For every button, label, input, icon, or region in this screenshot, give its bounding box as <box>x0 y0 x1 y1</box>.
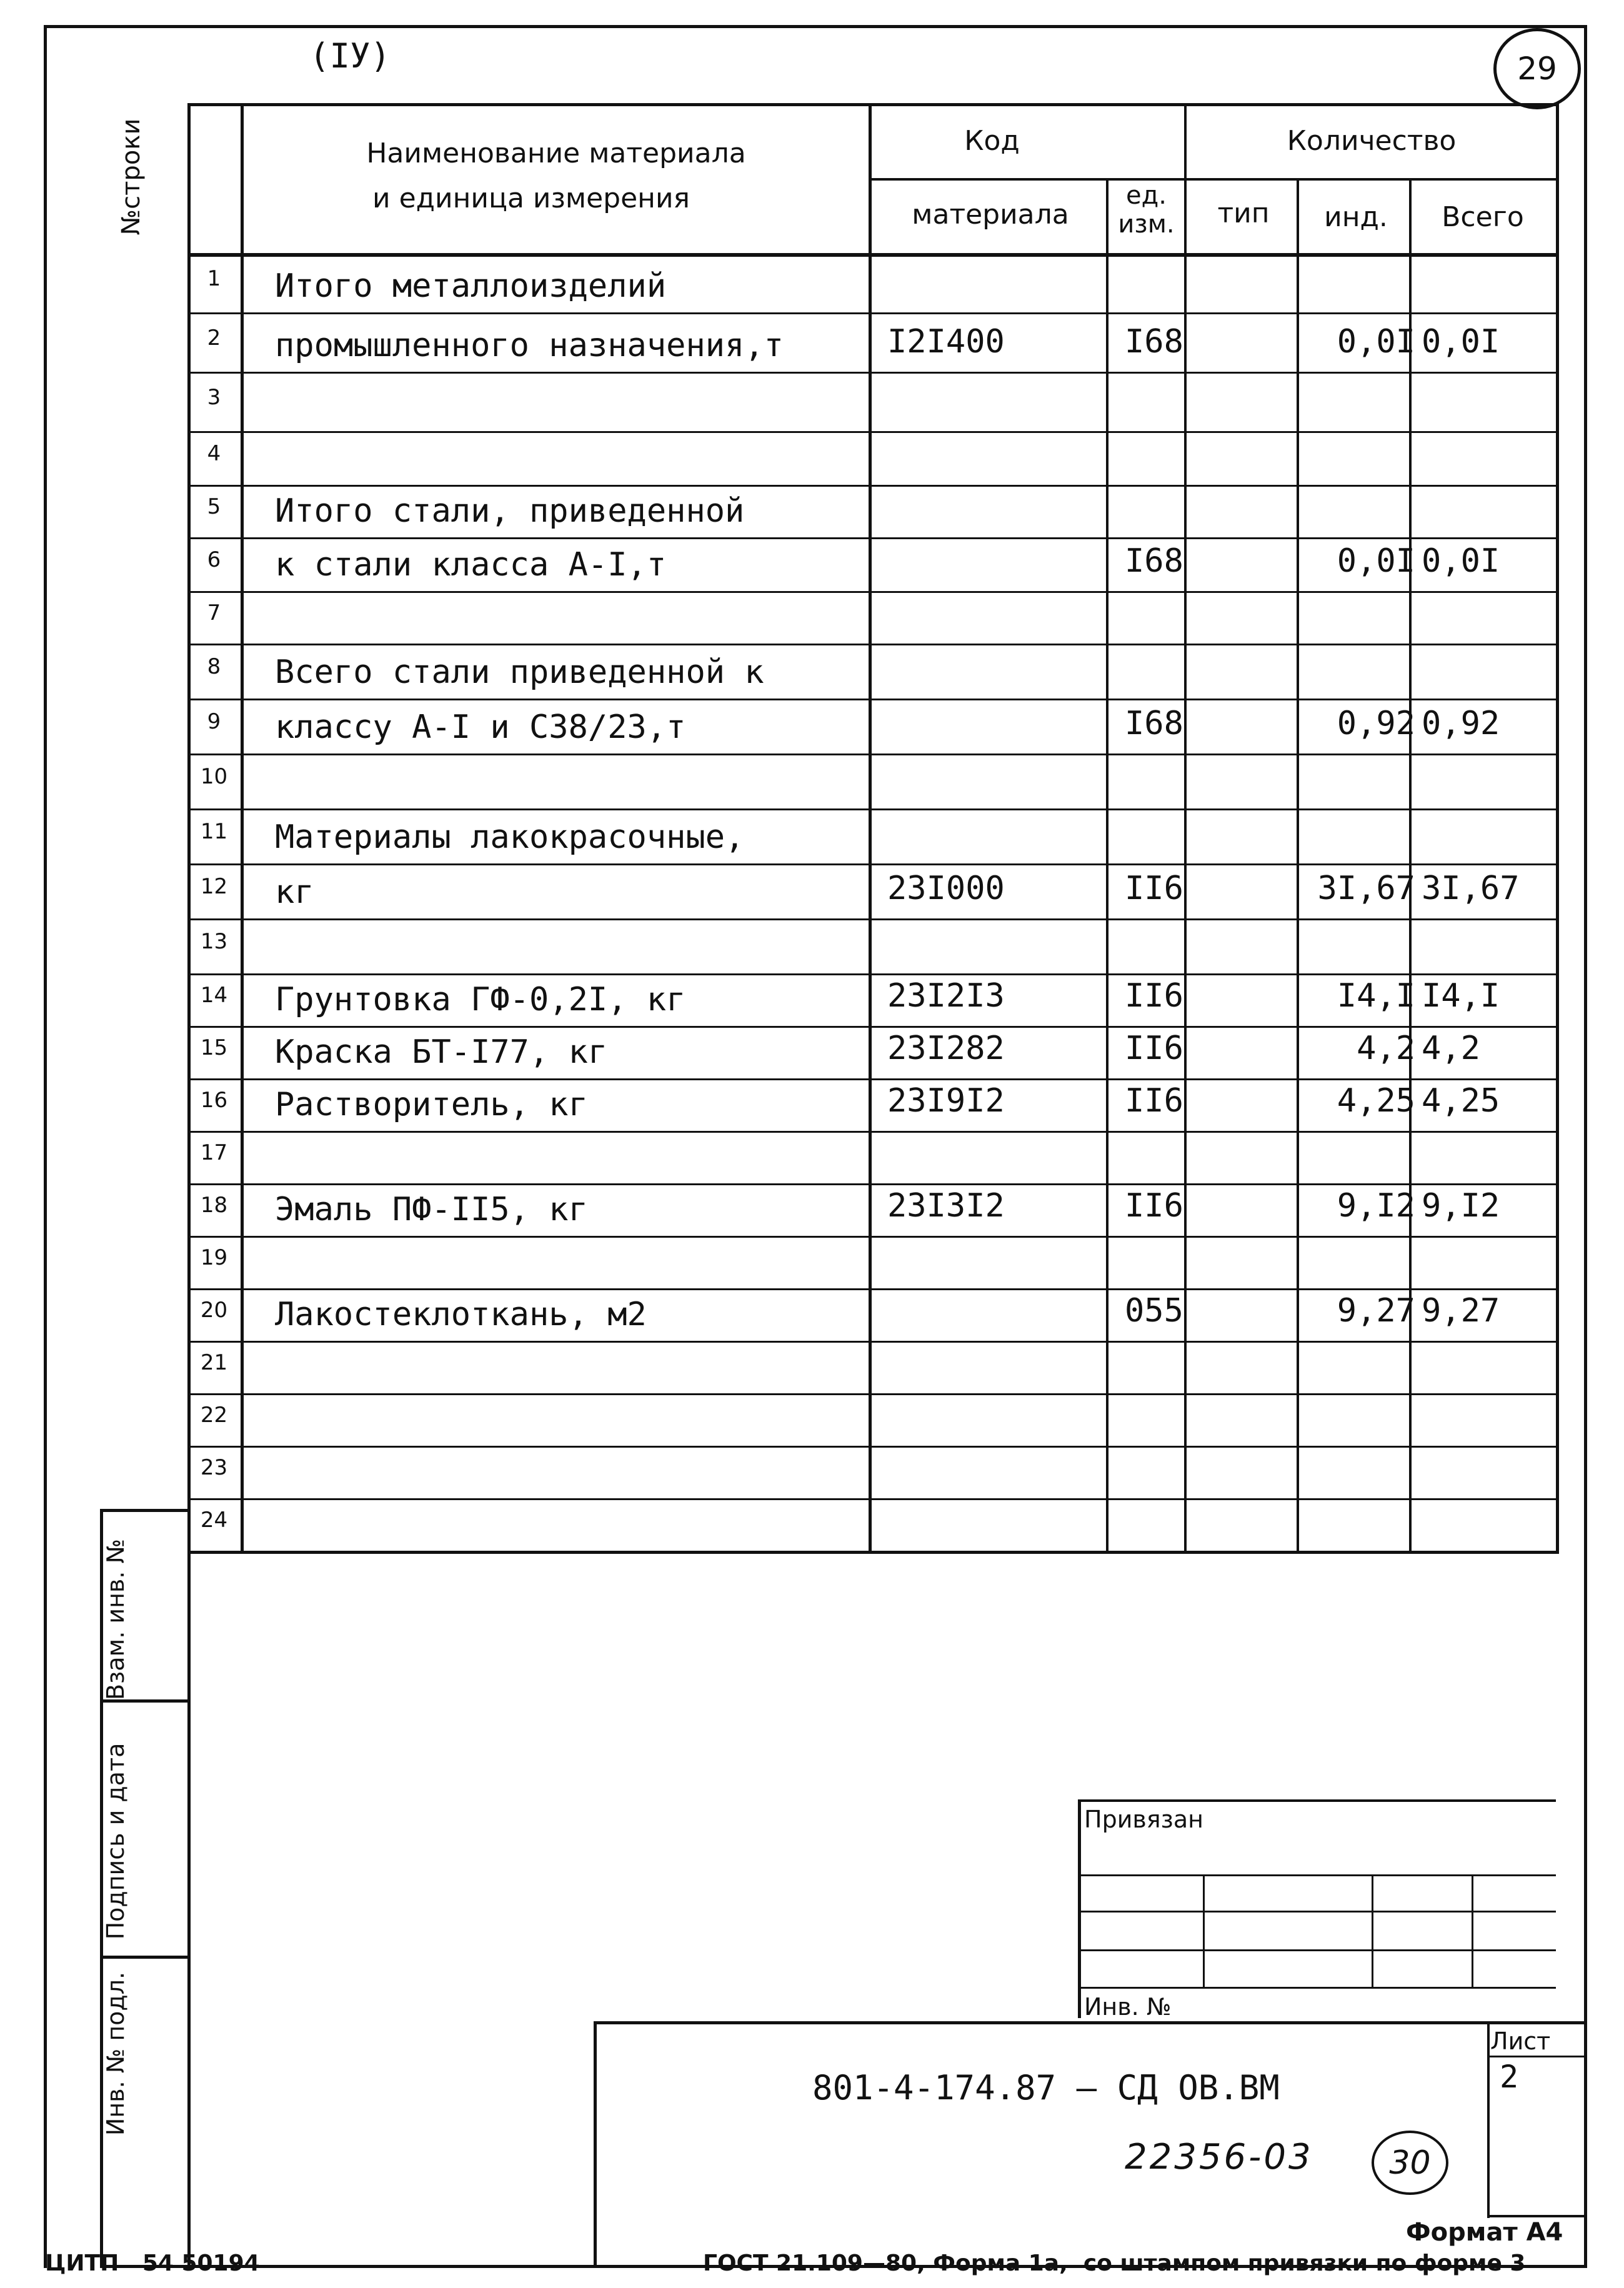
unit-code <box>1125 372 1187 420</box>
row-number: 9 <box>207 709 221 734</box>
header-code-group: Код <box>964 125 1020 157</box>
material-code <box>887 537 1112 580</box>
material-name: кг <box>275 873 314 911</box>
qty-type <box>1190 973 1297 1015</box>
header-qty-type: тип <box>1217 197 1270 229</box>
material-name <box>275 1393 900 1438</box>
title-top-line <box>594 2021 1587 2024</box>
qty-ind <box>1309 754 1415 797</box>
qty-total <box>1422 1498 1556 1539</box>
material-code <box>887 431 1112 474</box>
qty-ind <box>1309 1498 1415 1539</box>
qty-type <box>1190 537 1297 580</box>
qty-total: 9,I2 <box>1422 1187 1500 1225</box>
material-code: 23I3I2 <box>887 1187 1005 1225</box>
header-qty-group: Количество <box>1287 125 1457 157</box>
qty-type <box>1190 1288 1297 1330</box>
header-rows-col: №строки <box>117 118 146 236</box>
col-line-name <box>241 103 244 1551</box>
row-number: 20 <box>200 1298 228 1323</box>
qty-type <box>1190 918 1297 962</box>
material-code: I2I400 <box>887 323 1005 361</box>
unit-code <box>1125 644 1187 687</box>
unit-code <box>1125 1131 1187 1172</box>
material-code <box>887 1393 1112 1435</box>
unit-code <box>1125 1393 1187 1435</box>
table-bottom-line <box>187 1551 1559 1554</box>
qty-ind: 0,92 <box>1337 705 1415 742</box>
qty-type <box>1190 312 1297 361</box>
unit-code <box>1125 1498 1187 1539</box>
qty-total: 4,2 <box>1422 1030 1480 1067</box>
material-code: 23I2I3 <box>887 977 1005 1015</box>
material-name: классу А-I и С38/23,т <box>275 709 686 746</box>
unit-code: I68 <box>1125 323 1183 361</box>
row-number: 12 <box>200 874 228 899</box>
row-number: 24 <box>200 1508 228 1533</box>
row-number: 7 <box>207 600 221 625</box>
handwritten-code: 22356-03 <box>1125 2137 1313 2177</box>
material-code <box>887 485 1112 526</box>
material-name <box>275 431 900 477</box>
qty-ind: 9,I2 <box>1337 1187 1415 1225</box>
circled-number <box>1372 2131 1448 2195</box>
material-code <box>887 808 1112 852</box>
row-number: 11 <box>200 819 228 844</box>
material-name: Лакостеклоткань, м2 <box>275 1296 647 1333</box>
material-name <box>275 1341 900 1386</box>
unit-code: II6 <box>1125 1082 1183 1120</box>
qty-type <box>1190 1236 1297 1277</box>
unit-code: II6 <box>1125 1187 1183 1225</box>
unit-code <box>1125 253 1187 301</box>
qty-ind <box>1309 1236 1415 1277</box>
material-name: к стали класса А-I,т <box>275 546 667 584</box>
qty-type <box>1190 1026 1297 1067</box>
unit-code: I68 <box>1125 542 1183 580</box>
material-name: Краска БТ-I77, кг <box>275 1033 608 1071</box>
qty-total <box>1422 918 1556 962</box>
title-sheet-hline <box>1487 2056 1587 2057</box>
qty-total: 4,25 <box>1422 1082 1500 1120</box>
material-code <box>887 1236 1112 1277</box>
qty-ind <box>1309 808 1415 852</box>
unit-code <box>1125 1446 1187 1487</box>
stamp-vline-2 <box>1372 1874 1373 1987</box>
material-code <box>887 918 1112 962</box>
stamp-designation: 801-4-174.87 — СД ОВ.ВМ <box>812 2068 1280 2107</box>
col-line-right <box>1556 103 1559 1551</box>
material-code <box>887 1288 1112 1330</box>
qty-ind <box>1309 918 1415 962</box>
side-label-replace-inv: Взам. инв. № <box>102 1539 129 1701</box>
unit-code: I68 <box>1125 705 1183 742</box>
stamp-inv-no-label: Инв. № <box>1084 1993 1172 2021</box>
qty-type <box>1190 1446 1297 1487</box>
material-name: Грунтовка ГФ-0,2I, кг <box>275 981 686 1018</box>
material-name: Эмаль ПФ-II5, кг <box>275 1191 588 1228</box>
unit-code <box>1125 1236 1187 1277</box>
unit-code: 055 <box>1125 1292 1183 1330</box>
header-name-line1: Наименование материала <box>366 137 746 169</box>
side-right-line <box>187 1551 191 2268</box>
table-top-line <box>187 103 1559 106</box>
material-code <box>887 1341 1112 1382</box>
material-name <box>275 1236 900 1281</box>
row-number: 15 <box>200 1035 228 1060</box>
unit-code <box>1125 485 1187 526</box>
qty-type <box>1190 1498 1297 1539</box>
qty-type <box>1190 591 1297 632</box>
unit-code: II6 <box>1125 870 1183 907</box>
material-name: промышленного назначения,т <box>275 327 784 364</box>
row-number: 17 <box>200 1140 228 1165</box>
material-code <box>887 699 1112 742</box>
material-name: Итого стали, приведенной <box>275 492 745 530</box>
unit-code: II6 <box>1125 977 1183 1015</box>
qty-ind <box>1309 591 1415 632</box>
qty-total <box>1422 372 1556 420</box>
qty-type <box>1190 1131 1297 1172</box>
qty-total <box>1422 591 1556 632</box>
qty-total <box>1422 1131 1556 1172</box>
qty-ind: 3I,67 <box>1317 870 1415 907</box>
material-code: 23I282 <box>887 1030 1005 1067</box>
side-label-inv-orig: Инв. № подл. <box>102 1971 129 2136</box>
material-name: Итого металлоизделий <box>275 267 667 305</box>
qty-type <box>1190 1183 1297 1225</box>
frame-top <box>44 25 1587 28</box>
qty-ind: 4,25 <box>1337 1082 1415 1120</box>
title-sheet-vline <box>1487 2021 1490 2218</box>
stamp-top-line <box>1078 1799 1556 1802</box>
qty-total <box>1422 431 1556 474</box>
row-number: 19 <box>200 1245 228 1270</box>
qty-total <box>1422 1341 1556 1382</box>
header-mid-line <box>869 178 1559 181</box>
qty-type <box>1190 372 1297 420</box>
title-bottom-line <box>1487 2215 1587 2217</box>
qty-total <box>1422 253 1556 301</box>
qty-type <box>1190 699 1297 742</box>
qty-type <box>1190 1078 1297 1120</box>
stamp-vline-1 <box>1203 1874 1205 1987</box>
frame-left <box>44 25 47 2268</box>
frame-right-low <box>1584 2215 1587 2268</box>
title-left-line <box>594 2021 597 2265</box>
stamp-left-line <box>1078 1799 1081 2018</box>
stamp-sheet-value: 2 <box>1500 2059 1519 2095</box>
qty-type <box>1190 644 1297 687</box>
material-name <box>275 754 900 801</box>
row-number: 5 <box>207 494 221 519</box>
side-top-line <box>100 1509 187 1512</box>
material-code <box>887 591 1112 632</box>
qty-type <box>1190 485 1297 526</box>
row-number: 2 <box>207 325 221 351</box>
material-name: Материалы лакокрасочные, <box>275 818 745 856</box>
qty-ind <box>1309 644 1415 687</box>
footer-right: ГОСТ 21.109—80, Форма 1а, со штампом привязки по форме 3 <box>703 2251 1526 2276</box>
qty-total <box>1422 1446 1556 1487</box>
page-number-circle <box>1493 28 1581 109</box>
unit-code <box>1125 591 1187 632</box>
material-code: 23I000 <box>887 870 1005 907</box>
header-code-unit: ед. изм. <box>1118 181 1175 239</box>
row-number: 3 <box>207 384 221 410</box>
frame-right <box>1584 25 1587 2218</box>
material-code <box>887 1131 1112 1172</box>
stamp-sheet-label: Лист <box>1490 2027 1551 2055</box>
qty-total <box>1422 754 1556 797</box>
format-label: Формат А4 <box>1406 2218 1563 2247</box>
row-number: 14 <box>200 983 228 1008</box>
unit-code <box>1125 754 1187 797</box>
unit-code: II6 <box>1125 1030 1183 1067</box>
material-name: Всего стали приведенной к <box>275 654 764 691</box>
header-code-material: материала <box>912 199 1069 231</box>
qty-total: 0,0I <box>1422 542 1500 580</box>
footer-left: ЦИТП 54 50194 <box>45 2251 260 2276</box>
row-number: 21 <box>200 1350 228 1375</box>
qty-ind <box>1309 372 1415 420</box>
row-number: 10 <box>200 764 228 789</box>
row-number: 22 <box>200 1403 228 1428</box>
material-name <box>275 1131 900 1176</box>
qty-type <box>1190 808 1297 852</box>
row-number: 18 <box>200 1193 228 1218</box>
material-code <box>887 644 1112 687</box>
qty-type <box>1190 754 1297 797</box>
stamp-vline-3 <box>1472 1874 1473 1987</box>
row-number: 1 <box>207 266 221 291</box>
unit-code <box>1125 431 1187 474</box>
qty-total <box>1422 1236 1556 1277</box>
unit-code <box>1125 918 1187 962</box>
stamp-line-4 <box>1078 1987 1556 1989</box>
qty-type <box>1190 431 1297 474</box>
qty-ind <box>1309 1341 1415 1382</box>
qty-ind <box>1309 1446 1415 1487</box>
qty-total <box>1422 485 1556 526</box>
row-number: 23 <box>200 1455 228 1480</box>
side-label-sign-date: Подпись и дата <box>102 1743 129 1940</box>
material-code: 23I9I2 <box>887 1082 1005 1120</box>
unit-code <box>1125 808 1187 852</box>
qty-ind: 0,0I <box>1337 323 1415 361</box>
circled-number-text: 30 <box>1389 2144 1431 2182</box>
row-number: 16 <box>200 1088 228 1113</box>
page-number: 29 <box>1517 51 1557 87</box>
qty-ind: 9,27 <box>1337 1292 1415 1330</box>
qty-total <box>1422 644 1556 687</box>
material-name <box>275 1446 900 1491</box>
material-name: Растворитель, кг <box>275 1086 588 1123</box>
qty-total <box>1422 808 1556 852</box>
qty-type <box>1190 863 1297 907</box>
unit-code <box>1125 1341 1187 1382</box>
qty-type <box>1190 1393 1297 1435</box>
qty-ind <box>1309 431 1415 474</box>
stamp-line-1 <box>1078 1874 1556 1876</box>
qty-type <box>1190 1341 1297 1382</box>
header-name-line2: и единица измерения <box>372 182 690 214</box>
material-code <box>887 253 1112 301</box>
row-number: 4 <box>207 441 221 466</box>
material-code <box>887 1446 1112 1487</box>
material-name <box>275 372 900 424</box>
material-code <box>887 1498 1112 1539</box>
material-code <box>887 372 1112 420</box>
qty-type <box>1190 253 1297 301</box>
qty-total <box>1422 1393 1556 1435</box>
qty-ind <box>1309 1131 1415 1172</box>
qty-total: 0,0I <box>1422 323 1500 361</box>
header-qty-ind: инд. <box>1324 201 1388 233</box>
qty-ind: 4,2 <box>1357 1030 1415 1067</box>
sheet-marker: (IУ) <box>309 36 391 76</box>
qty-total: 9,27 <box>1422 1292 1500 1330</box>
material-code <box>887 754 1112 797</box>
qty-ind <box>1309 1393 1415 1435</box>
material-name <box>275 591 900 636</box>
header-qty-total: Всего <box>1442 201 1524 233</box>
stamp-line-3 <box>1078 1949 1556 1951</box>
qty-ind <box>1309 253 1415 301</box>
qty-ind: 0,0I <box>1337 542 1415 580</box>
qty-ind: I4,I <box>1337 977 1415 1015</box>
qty-total: 3I,67 <box>1422 870 1520 907</box>
material-name <box>275 918 900 966</box>
stamp-line-2 <box>1078 1911 1556 1912</box>
row-number: 13 <box>200 929 228 954</box>
qty-total: I4,I <box>1422 977 1500 1015</box>
stamp-bound-label: Привязан <box>1084 1806 1203 1833</box>
row-number: 8 <box>207 654 221 679</box>
qty-ind <box>1309 485 1415 526</box>
qty-total: 0,92 <box>1422 705 1500 742</box>
material-name <box>275 1498 900 1543</box>
row-number: 6 <box>207 547 221 572</box>
